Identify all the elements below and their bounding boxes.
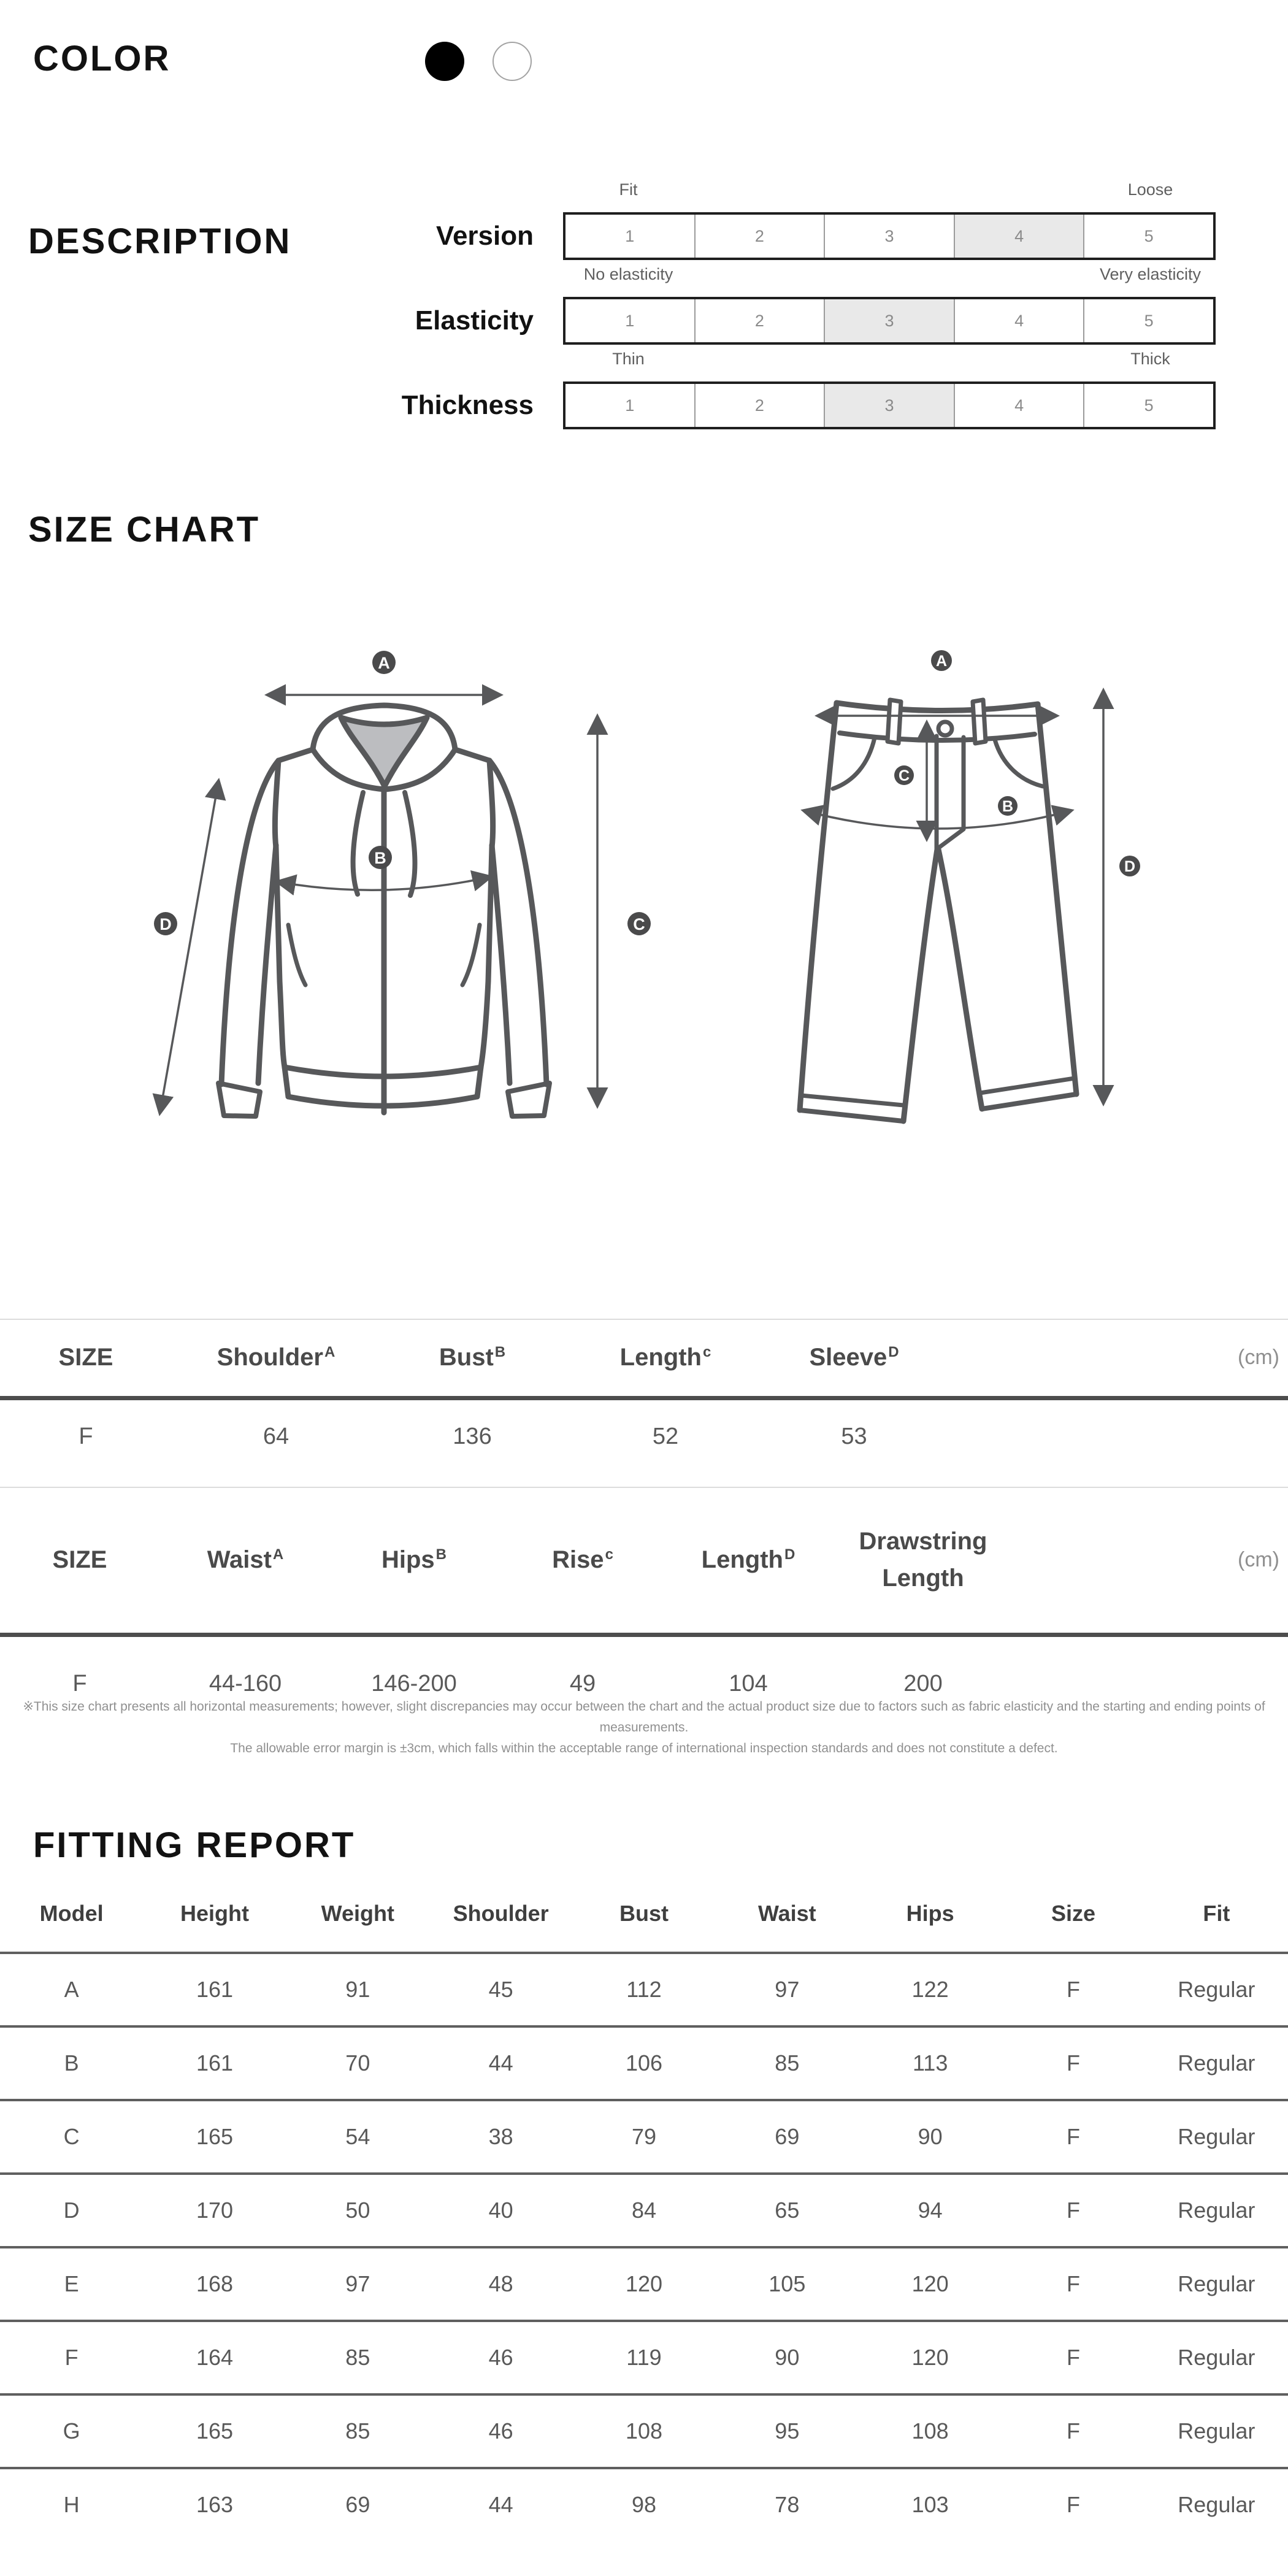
column-header-drawstring-length: Drawstring Length bbox=[859, 1528, 987, 1592]
cell-drawstring: 200 bbox=[903, 1670, 943, 1696]
pants-badge-a: A bbox=[935, 653, 948, 670]
scale-cell-selected: 4 bbox=[955, 215, 1085, 258]
thickness-left-endpoint: Thin bbox=[612, 350, 645, 368]
cell-shoulder: 64 bbox=[263, 1423, 289, 1449]
pants-size-table-header bbox=[0, 1487, 1288, 1633]
elasticity-label: Elasticity bbox=[415, 305, 534, 335]
fitting-report-table bbox=[0, 1876, 1288, 2540]
color-swatch-white[interactable] bbox=[493, 42, 532, 81]
jacket-badge-c: C bbox=[633, 915, 645, 933]
fitting-report-header-row bbox=[0, 1876, 1288, 1952]
scale-cell-selected: 3 bbox=[825, 299, 955, 342]
table-row-model-f: F 164 85 46 119 90 120 F Regular bbox=[0, 2320, 1288, 2393]
table-row-model-c: C 165 54 38 79 69 90 F Regular bbox=[0, 2099, 1288, 2172]
cell-waist: 44-160 bbox=[209, 1670, 282, 1696]
scale-cell: 3 bbox=[825, 215, 955, 258]
pants-table-header-separator bbox=[0, 1633, 1288, 1637]
column-header-length: Length$^D$ bbox=[701, 1546, 795, 1573]
unit-label-cm: (cm) bbox=[1238, 1345, 1279, 1369]
column-header-rise: Rise$^c$ bbox=[552, 1546, 613, 1573]
jacket-badge-a: A bbox=[378, 654, 390, 672]
column-header-bust: Bust bbox=[619, 1901, 669, 1926]
column-header-shoulder: Shoulder bbox=[453, 1901, 549, 1926]
column-header-size: Size bbox=[1051, 1901, 1096, 1926]
version-scale bbox=[563, 212, 1216, 260]
size-chart-disclaimer bbox=[0, 1696, 1288, 1759]
cell-size: F bbox=[72, 1670, 87, 1696]
unit-label-cm: (cm) bbox=[1238, 1547, 1279, 1571]
scale-cell-selected: 3 bbox=[825, 384, 955, 427]
cell-length: 104 bbox=[729, 1670, 768, 1696]
cell-length: 52 bbox=[652, 1423, 679, 1449]
scale-cell: 5 bbox=[1144, 226, 1154, 245]
cell-rise: 49 bbox=[569, 1670, 596, 1696]
column-header-weight: Weight bbox=[321, 1901, 394, 1926]
column-header-shoulder: Shoulder$^A$ bbox=[217, 1343, 335, 1371]
jacket-badge-d: D bbox=[159, 915, 172, 933]
scale-cell: 4 bbox=[955, 299, 1085, 342]
elasticity-left-endpoint: No elasticity bbox=[583, 265, 673, 283]
color-section-title: COLOR bbox=[33, 39, 171, 79]
scale-cell: 2 bbox=[696, 215, 826, 258]
column-header-hips: Hips$^B$ bbox=[381, 1546, 447, 1573]
pants-badge-b: B bbox=[1002, 798, 1014, 815]
description-row-version bbox=[0, 180, 1288, 260]
cell-sleeve: 53 bbox=[841, 1423, 867, 1449]
jacket-table-header-separator bbox=[0, 1396, 1288, 1400]
table-row-model-h: H 163 69 44 98 78 103 F Regular bbox=[0, 2467, 1288, 2540]
size-chart-section-title: SIZE CHART bbox=[28, 510, 260, 550]
jacket-measure-badges bbox=[154, 651, 651, 935]
scale-cell: 4 bbox=[955, 384, 1085, 427]
table-row-model-d: D 170 50 40 84 65 94 F Regular bbox=[0, 2172, 1288, 2246]
scale-cell: 1 bbox=[565, 299, 696, 342]
disclaimer-line-1: ※This size chart presents all horizontal measurements; however, slight discrepancies may occur between the chart and the actual product size due to factors such as fabric elasticity and the starting and ending points of measurements. bbox=[23, 1700, 1265, 1735]
column-header-bust: Bust$^B$ bbox=[439, 1343, 506, 1371]
column-header-sleeve: Sleeve$^D$ bbox=[809, 1343, 899, 1371]
jacket-measurement-diagram bbox=[74, 638, 675, 1147]
description-row-elasticity bbox=[0, 265, 1288, 345]
column-header-waist: Waist$^A$ bbox=[207, 1546, 284, 1573]
jacket-badge-b: B bbox=[374, 849, 386, 867]
column-header-waist: Waist bbox=[757, 1901, 816, 1926]
scale-cell: 5 bbox=[1144, 396, 1154, 415]
column-header-length: Length$^c$ bbox=[619, 1343, 711, 1371]
color-swatch-black[interactable] bbox=[425, 42, 464, 81]
cell-bust: 136 bbox=[453, 1423, 492, 1449]
thickness-scale bbox=[563, 381, 1216, 429]
jacket-size-table-header bbox=[0, 1319, 1288, 1396]
column-header-size: SIZE bbox=[52, 1546, 107, 1573]
version-left-endpoint: Fit bbox=[619, 180, 638, 199]
scale-cell: 1 bbox=[565, 215, 696, 258]
elasticity-right-endpoint: Very elasticity bbox=[1099, 265, 1202, 283]
version-label: Version bbox=[436, 221, 534, 251]
scale-cell: 2 bbox=[696, 299, 826, 342]
column-header-model: Model bbox=[39, 1901, 104, 1926]
thickness-label: Thickness bbox=[401, 390, 534, 420]
table-row-model-g: G 165 85 46 108 95 108 F Regular bbox=[0, 2393, 1288, 2467]
pants-measurement-diagram bbox=[761, 638, 1178, 1135]
version-right-endpoint: Loose bbox=[1127, 180, 1173, 199]
table-row-model-a: A 161 91 45 112 97 122 F Regular bbox=[0, 1952, 1288, 2025]
disclaimer-line-2: The allowable error margin is ±3cm, which falls within the acceptable range of international inspection standards and does not constitute a defect. bbox=[230, 1741, 1058, 1755]
table-row-model-b: B 161 70 44 106 85 113 F Regular bbox=[0, 2025, 1288, 2099]
elasticity-scale bbox=[563, 297, 1216, 345]
cell-size: F bbox=[79, 1423, 93, 1449]
thickness-right-endpoint: Thick bbox=[1130, 350, 1170, 368]
jacket-size-table-row bbox=[0, 1400, 1288, 1473]
column-header-fit: Fit bbox=[1203, 1901, 1230, 1926]
table-row-model-e: E 168 97 48 120 105 120 F Regular bbox=[0, 2246, 1288, 2320]
pants-badge-d: D bbox=[1124, 858, 1136, 875]
fitting-report-body bbox=[0, 1952, 1288, 2540]
fitting-report-section-title: FITTING REPORT bbox=[33, 1825, 356, 1865]
scale-cell: 2 bbox=[696, 384, 826, 427]
pants-badge-c: C bbox=[898, 767, 910, 784]
description-row-thickness bbox=[0, 350, 1288, 429]
scale-cell: 5 bbox=[1144, 311, 1154, 330]
description-section-title: DESCRIPTION bbox=[28, 221, 292, 261]
column-header-hips: Hips bbox=[906, 1901, 954, 1926]
column-header-height: Height bbox=[180, 1901, 249, 1926]
scale-cell: 1 bbox=[565, 384, 696, 427]
cell-hips: 146-200 bbox=[371, 1670, 457, 1696]
column-header-size: SIZE bbox=[58, 1344, 113, 1371]
